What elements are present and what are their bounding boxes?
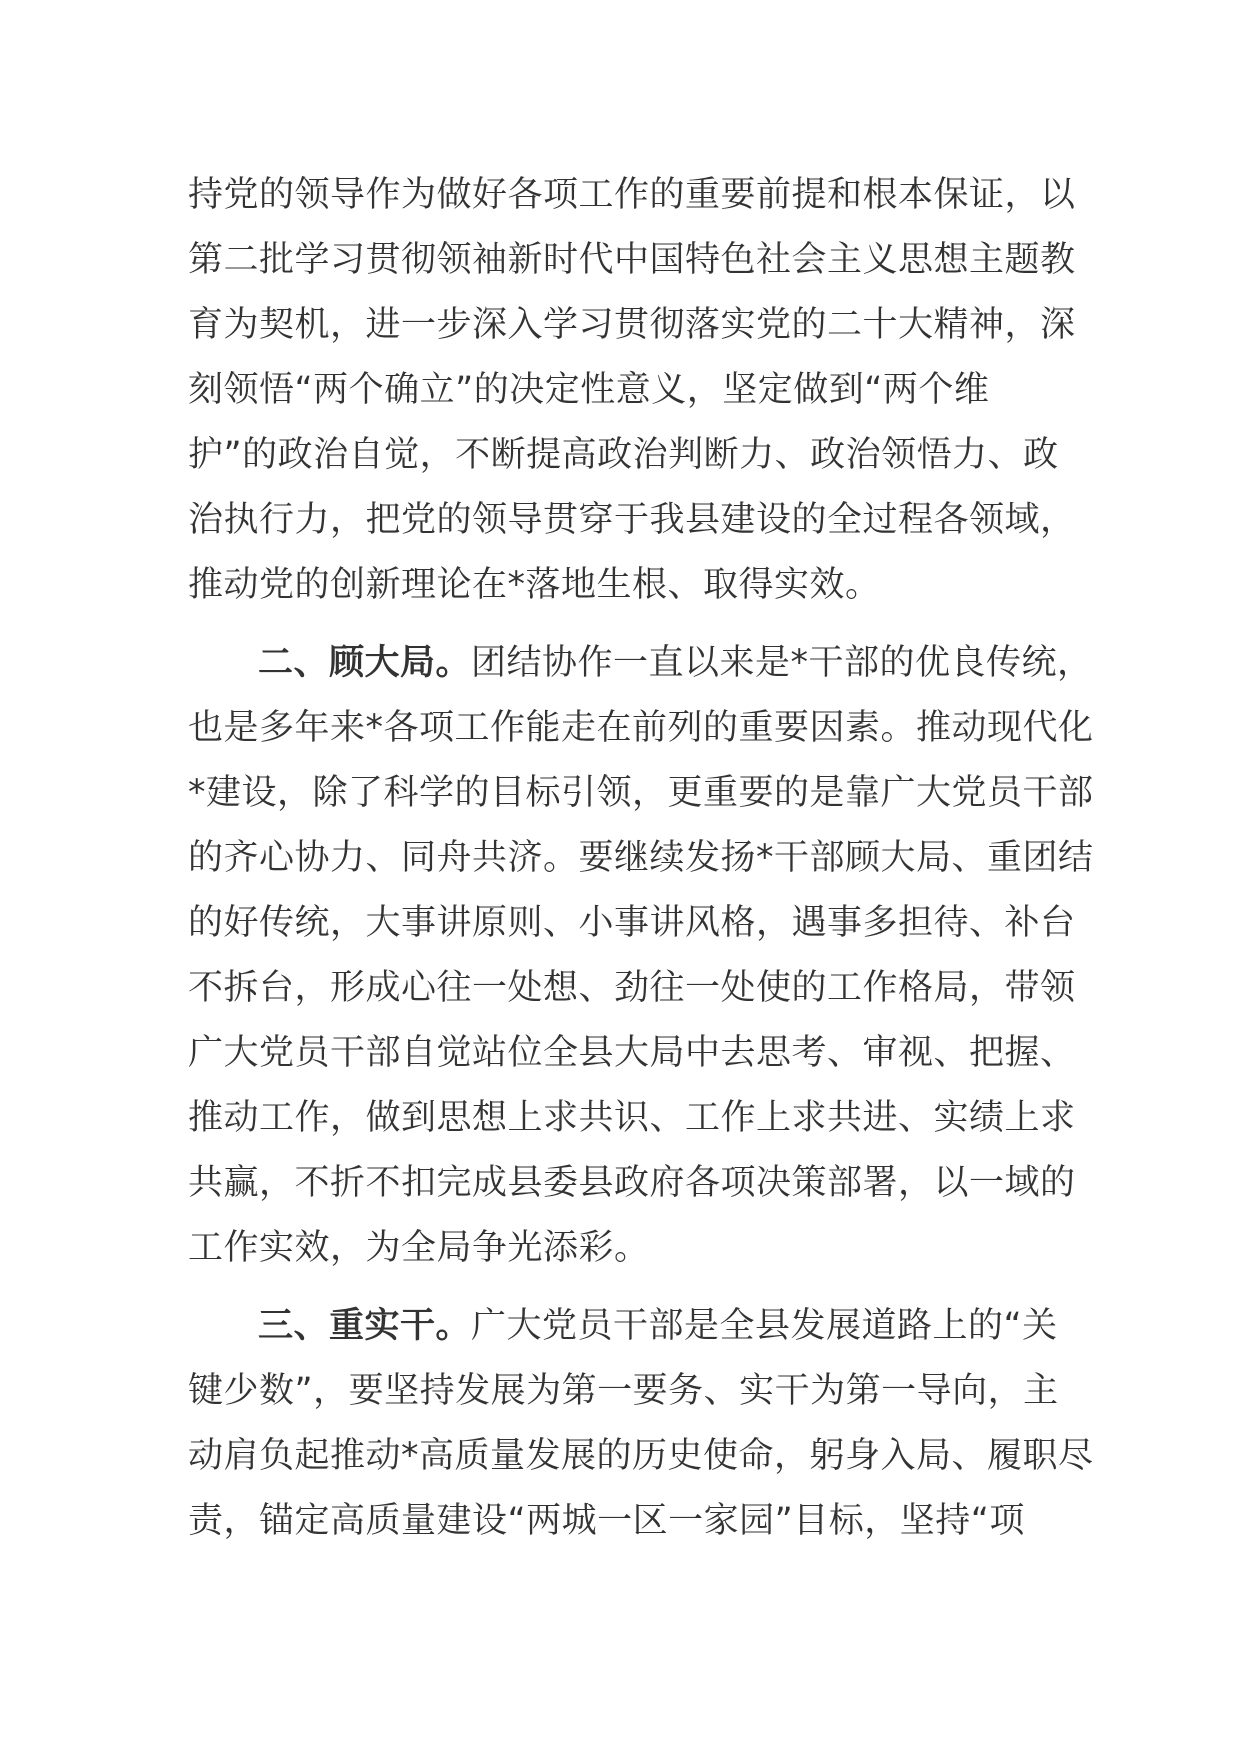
paragraph-1-line: 护”的政治自觉，不断提高政治判断力、政治领悟力、政 xyxy=(188,435,1059,475)
paragraph-2-line: *建设，除了科学的目标引领，更重要的是靠广大党员干部 xyxy=(188,773,1094,813)
paragraph-1-line: 治执行力，把党的领导贯穿于我县建设的全过程各领域， xyxy=(188,500,1076,540)
paragraph-2-line: 工作实效，为全局争光添彩。 xyxy=(188,1228,650,1268)
paragraph-3-first-line-text: 广大党员干部是全县发展道路上的“关 xyxy=(471,1306,1058,1346)
paragraph-2-line: 也是多年来*各项工作能走在前列的重要因素。推动现代化 xyxy=(188,708,1094,748)
paragraph-2-line: 推动工作，做到思想上求共识、工作上求共进、实绩上求 xyxy=(188,1098,1076,1138)
paragraph-2-line: 不拆台，形成心往一处想、劲往一处使的工作格局，带领 xyxy=(188,968,1076,1008)
paragraph-2-line: 的齐心协力、同舟共济。要继续发扬*干部顾大局、重团结 xyxy=(188,838,1094,878)
paragraph-1-line: 育为契机，进一步深入学习贯彻落实党的二十大精神，深 xyxy=(188,305,1076,345)
paragraph-1-line: 持党的领导作为做好各项工作的重要前提和根本保证，以 xyxy=(188,175,1076,215)
paragraph-3-line: 键少数”，要坚持发展为第一要务、实干为第一导向，主 xyxy=(188,1371,1059,1411)
paragraph-2 xyxy=(188,631,1094,1281)
paragraph-1-line: 第二批学习贯彻领袖新时代中国特色社会主义思想主题教 xyxy=(188,240,1076,280)
paragraph-spacing xyxy=(188,1281,1058,1294)
paragraph-1 xyxy=(188,163,1076,618)
section-heading-3: 三、重实干。 xyxy=(258,1306,472,1346)
section-heading-2: 二、顾大局。 xyxy=(258,643,472,683)
paragraph-2-first-line-text: 团结协作一直以来是*干部的优良传统， xyxy=(471,643,1093,683)
paragraph-3-first-line xyxy=(188,1294,1058,1359)
paragraph-1-line: 推动党的创新理论在*落地生根、取得实效。 xyxy=(188,565,881,605)
paragraph-3-line: 动肩负起推动*高质量发展的历史使命，躬身入局、履职尽 xyxy=(188,1436,1094,1476)
paragraph-spacing xyxy=(188,618,1058,631)
paragraph-3 xyxy=(188,1294,1094,1554)
paragraph-2-line: 的好传统，大事讲原则、小事讲风格，遇事多担待、补台 xyxy=(188,903,1076,943)
paragraph-3-line: 责，锚定高质量建设“两城一区一家园”目标，坚持“项 xyxy=(188,1501,1025,1541)
paragraph-2-line: 广大党员干部自觉站位全县大局中去思考、审视、把握、 xyxy=(188,1033,1076,1073)
paragraph-2-line: 共赢，不折不扣完成县委县政府各项决策部署，以一域的 xyxy=(188,1163,1076,1203)
document-body xyxy=(188,163,1094,1554)
paragraph-2-first-line xyxy=(188,631,1093,696)
paragraph-1-line: 刻领悟“两个确立”的决定性意义，坚定做到“两个维 xyxy=(188,370,990,410)
